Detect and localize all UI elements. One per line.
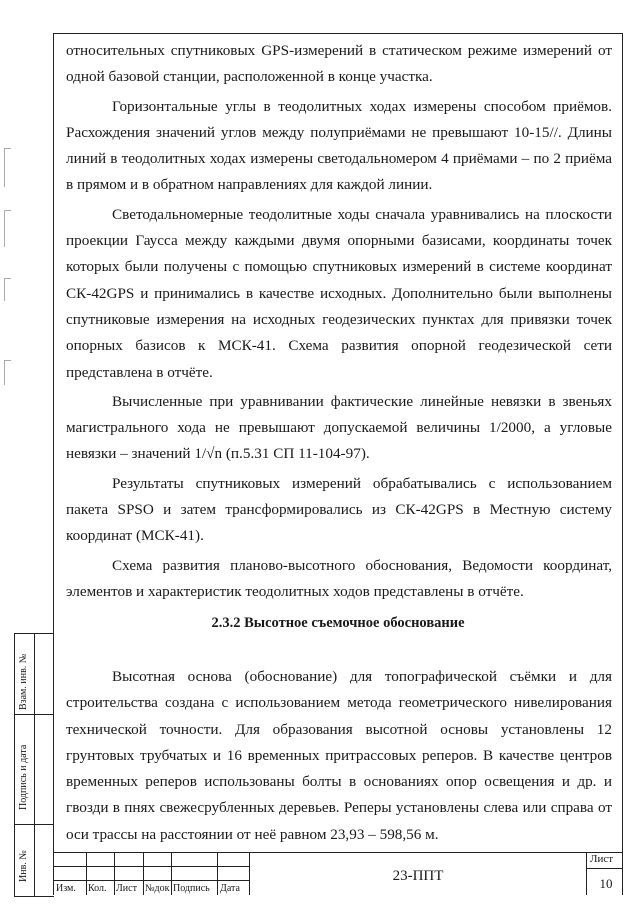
body-text bbox=[66, 38, 612, 608]
paragraph-6: Схема развития планово-высотного обоснования, Ведомости координат, элементов и характеристик теодолитных ходов представлены в отчёте. bbox=[66, 556, 612, 600]
title-block-col-line bbox=[171, 852, 172, 895]
paragraph-4: Вычисленные при уравнивании фактические линейные невязки в звеньях магистрального хода не превышают допускаемой величины 1/2000, а угловые невязки – значений 1/√n (п.5.31 СП 11-104-97). bbox=[66, 392, 612, 463]
side-stamp-divider bbox=[15, 714, 54, 715]
title-block-row-line bbox=[53, 880, 249, 881]
section-heading: 2.3.2 Высотное съемочное обоснование bbox=[211, 615, 465, 631]
body-text-2 bbox=[66, 664, 612, 848]
sheet-number: 10 bbox=[599, 876, 613, 891]
frame-top-line bbox=[54, 33, 623, 34]
side-stamp: Взам. инв. № Подпись и дата Инв. № bbox=[14, 633, 54, 897]
title-block-col-line bbox=[217, 852, 218, 895]
scan-margin-mark bbox=[4, 148, 11, 187]
title-block-sheet-line bbox=[586, 868, 622, 869]
title-block-col-line bbox=[114, 852, 115, 895]
title-block-col-line bbox=[249, 852, 250, 895]
title-block-col-line bbox=[586, 852, 587, 895]
caption-list: Лист bbox=[116, 883, 137, 894]
scan-margin-mark bbox=[4, 360, 11, 385]
title-block-col-line bbox=[86, 852, 87, 895]
paragraph-3: Светодальномерные теодолитные ходы сначала уравнивались на плоскости проекции Гаусса между каждыми двумя опорными базисами, координаты точек которых были получены с помощью спутниковых измерений в системе координат СК-42GPS и принимались в качестве исходных. Дополнительно были выполнены спутниковые измерения на исходных геодезических пунктах для привязки точек опорных базисов к МСК-41. Схема развития опорной геодезической сети представлена в отчёте. bbox=[66, 205, 612, 381]
paragraph-5: Результаты спутниковых измерений обрабатывались с использованием пакета SPSO и затем трансформировались из СК-42GPS в Местную систему координат (МСК-41). bbox=[66, 474, 612, 545]
caption-kol: Кол. bbox=[88, 883, 107, 894]
title-block-row-line bbox=[53, 866, 249, 867]
side-stamp-divider bbox=[15, 824, 54, 825]
caption-ndok: №док bbox=[145, 883, 170, 894]
title-block bbox=[53, 852, 622, 895]
paragraph-7: Высотная основа (обоснование) для топографической съёмки и для строительства создана с использованием метода геометрического нивелирования технической точности. Для образования высотной основы установлены 12 грунтовых трубчатых и 16 временных притрассовых реперов. В качестве центров временных реперов использованы болты в основаниях опор освещения и др. и гвозди в пнях свежесрубленных деревьев. Реперы установлены слева или справа от оси трассы на расстоянии от неё равном 23,93 – 598,56 м. bbox=[66, 668, 612, 843]
title-block-col-line bbox=[143, 852, 144, 895]
caption-podpis: Подпись bbox=[173, 883, 210, 894]
frame-right-line bbox=[622, 33, 623, 895]
document-code: 23-ППТ bbox=[392, 868, 444, 884]
paragraph-1: относительных спутниковых GPS-измерений в статическом режиме измерений от одной базовой станции, расположенной в конце участка. bbox=[66, 42, 612, 86]
scan-margin-mark bbox=[4, 210, 11, 247]
caption-data: Дата bbox=[220, 883, 240, 894]
sheet-caption: Лист bbox=[590, 853, 614, 865]
scan-margin-mark bbox=[4, 278, 11, 301]
title-block-top-line bbox=[53, 852, 622, 853]
caption-izm: Изм. bbox=[56, 883, 76, 894]
paragraph-2: Горизонтальные углы в теодолитных ходах измерены способом приёмов. Расхождения значений углов между полуприёмами не превышают 10-15//. Длины линий в теодолитных ходах измерены светодальномером 4 приёмами – по 2 приёма в прямом и в обратном направлениях для каждой линии. bbox=[66, 97, 612, 194]
